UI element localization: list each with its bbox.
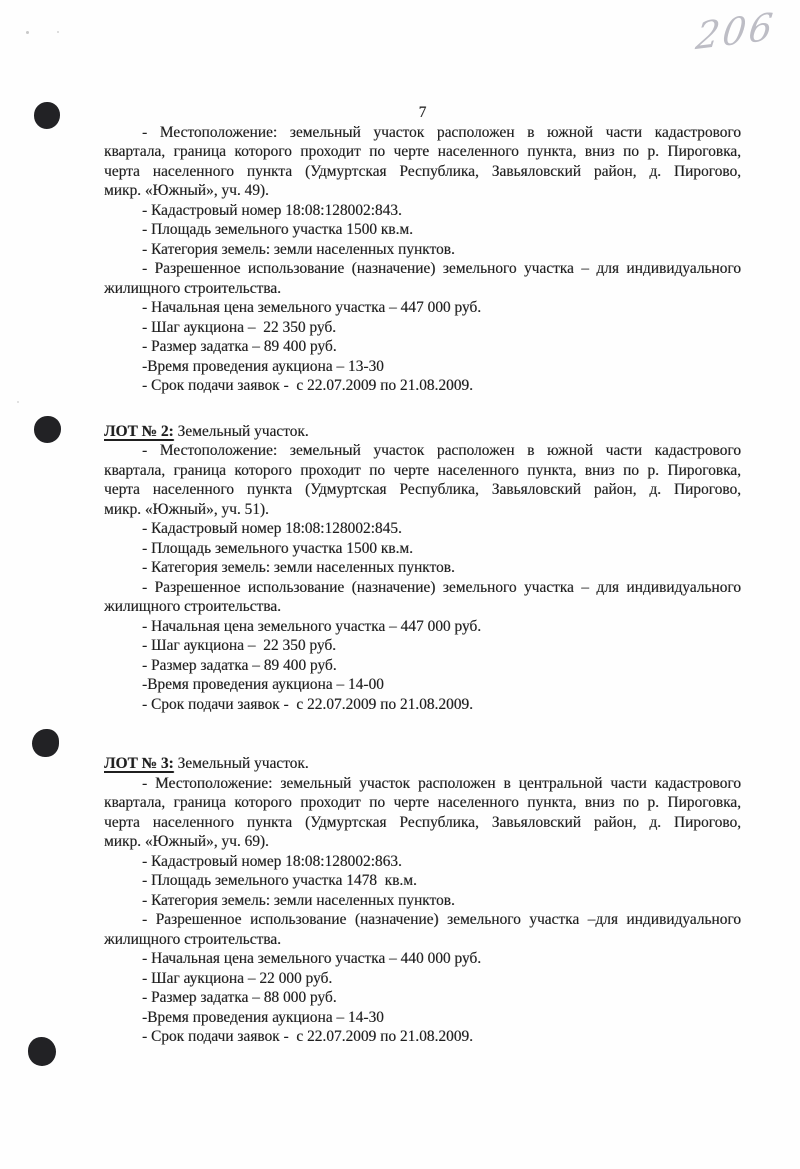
lot-heading (104, 422, 741, 442)
auction-time-line: -Время проведения аукциона – 13-30 (142, 357, 384, 375)
punch-hole-mark (28, 1037, 56, 1066)
auction-time-line: -Время проведения аукциона – 14-00 (142, 676, 384, 693)
cadastral-number-line: - Кадастровый номер 18:08:128002:863. (142, 852, 402, 870)
application-period-line: - Срок подачи заявок - с 22.07.2009 по 21.08.2009. (142, 1028, 473, 1045)
lot-section-continued (104, 123, 741, 396)
location-line: микр. «Южный», уч. 69). (104, 833, 269, 850)
lot-heading-rest: Земельный участок. (173, 422, 309, 440)
scan-speck (17, 401, 19, 403)
lot-section-3 (104, 754, 741, 1047)
permitted-use-line: - Разрешенное использование (назначение) земельного участка – для индивидуального (142, 578, 741, 596)
document-body (104, 0, 741, 1047)
land-category-line: - Категория земель: земли населенных пунктов. (142, 891, 455, 909)
location-line: микр. «Южный», уч. 51). (104, 500, 269, 518)
handwritten-page-number: 206 (693, 4, 779, 59)
starting-price-line: - Начальная цена земельного участка – 447 000 руб. (142, 299, 482, 316)
location-line: - Местоположение: земельный участок расположен в южной части кадастрового (142, 442, 741, 459)
area-line: - Площадь земельного участка 1478 кв.м. (142, 872, 417, 889)
scan-speck (26, 31, 29, 34)
lot-number-label: ЛОТ № 3: (104, 755, 174, 772)
punch-hole-mark (32, 729, 59, 757)
location-line: черта населенного пункта (Удмуртская Республика, Завьяловский район, д. Пирогово, (104, 813, 741, 831)
area-line: - Площадь земельного участка 1500 кв.м. (142, 221, 413, 238)
punch-hole-mark (34, 416, 61, 443)
permitted-use-line: - Разрешенное использование (назначение) земельного участка – для индивидуального (142, 260, 741, 277)
starting-price-line: - Начальная цена земельного участка – 440 000 руб. (142, 950, 482, 967)
land-category-line: - Категория земель: земли населенных пунктов. (142, 240, 455, 258)
permitted-use-line: жилищного строительства. (104, 598, 281, 615)
permitted-use-line: жилищного строительства. (104, 279, 281, 297)
application-period-line: - Срок подачи заявок - с 22.07.2009 по 21.08.2009. (142, 695, 473, 713)
lot-heading (104, 754, 741, 774)
page-number: 7 (418, 104, 427, 121)
deposit-line: - Размер задатка – 89 400 руб. (142, 656, 337, 674)
application-period-line: - Срок подачи заявок - с 22.07.2009 по 21.08.2009. (142, 377, 473, 394)
lot-heading-rest: Земельный участок. (173, 755, 309, 772)
permitted-use-line: жилищного строительства. (104, 930, 281, 948)
location-line: квартала, граница которого проходит по черте населенного пункта, вниз по р. Пироговка, (104, 461, 741, 479)
starting-price-line: - Начальная цена земельного участка – 447 000 руб. (142, 617, 482, 635)
auction-time-line: -Время проведения аукциона – 14-30 (142, 1008, 384, 1026)
land-category-line: - Категория земель: земли населенных пунктов. (142, 559, 455, 576)
punch-hole-mark (34, 102, 60, 129)
area-line: - Площадь земельного участка 1500 кв.м. (142, 539, 413, 557)
deposit-line: - Размер задатка – 88 000 руб. (142, 989, 337, 1006)
auction-step-line: - Шаг аукциона – 22 350 руб. (142, 318, 337, 336)
location-line: - Местоположение: земельный участок расположен в южной части кадастрового (142, 123, 741, 141)
lot-section-2 (104, 422, 741, 715)
location-line: - Местоположение: земельный участок расположен в центральной части кадастрового (142, 774, 741, 792)
location-line: квартала, граница которого проходит по черте населенного пункта, вниз по р. Пироговка, (104, 794, 741, 811)
location-line: квартала, граница которого проходит по черте населенного пункта, вниз по р. Пироговка, (104, 143, 741, 160)
location-line: микр. «Южный», уч. 49). (104, 182, 269, 199)
permitted-use-line: - Разрешенное использование (назначение) земельного участка –для индивидуального (142, 911, 741, 928)
deposit-line: - Размер задатка – 89 400 руб. (142, 338, 337, 355)
auction-step-line: - Шаг аукциона – 22 350 руб. (142, 637, 337, 654)
cadastral-number-line: - Кадастровый номер 18:08:128002:845. (142, 520, 402, 537)
auction-step-line: - Шаг аукциона – 22 000 руб. (142, 969, 333, 987)
location-line: черта населенного пункта (Удмуртская Республика, Завьяловский район, д. Пирогово, (104, 162, 741, 180)
lot-number-label: ЛОТ № 2: (104, 422, 174, 440)
location-line: черта населенного пункта (Удмуртская Республика, Завьяловский район, д. Пирогово, (104, 481, 741, 498)
scan-speck (57, 31, 59, 33)
cadastral-number-line: - Кадастровый номер 18:08:128002:843. (142, 201, 402, 219)
